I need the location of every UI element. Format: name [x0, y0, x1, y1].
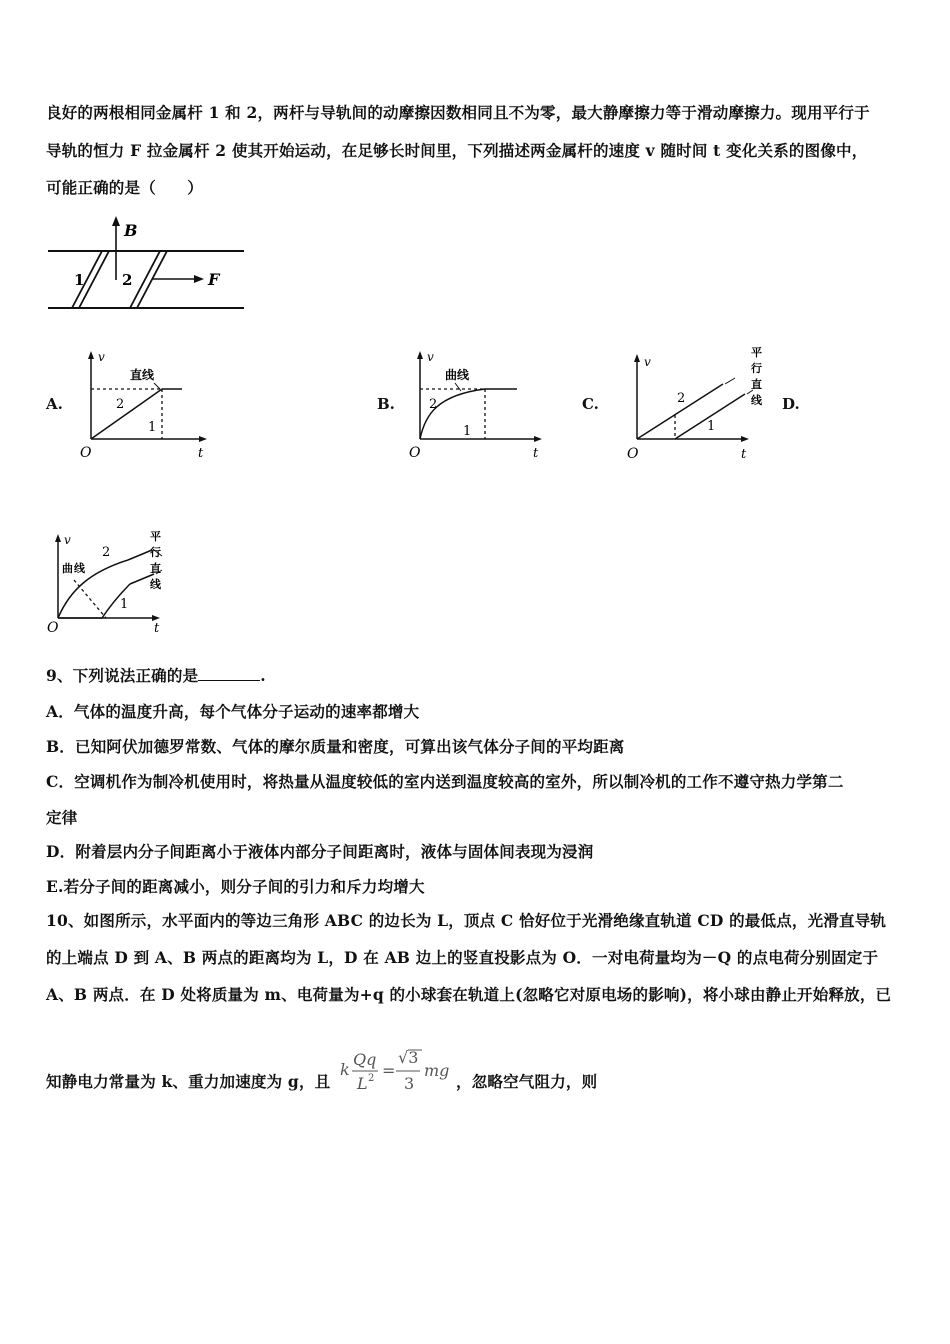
option-d-label: D. [782, 395, 800, 413]
force-f-label: F [208, 270, 220, 289]
formula-k: k [340, 1060, 350, 1079]
q9-stem-text: 9、下列说法正确的是 [46, 666, 199, 685]
formula-equals: = [382, 1061, 396, 1080]
graph-c-v-axis-label: v [644, 355, 651, 369]
q9-option-a: A．气体的温度升高，每个气体分子运动的速率都增大 [46, 702, 420, 721]
graph-a-line2-label: 2 [116, 397, 125, 412]
graph-c-t-axis-label: t [741, 447, 747, 460]
q10-line-4-end: ，忽略空气阻力，则 [456, 1072, 598, 1091]
q9-option-e: E.若分子间的距离减小，则分子间的引力和斥力均增大 [46, 877, 425, 896]
option-c-label: C. [582, 395, 599, 413]
answer-blank [198, 679, 260, 681]
graph-c [625, 342, 773, 460]
graph-d-curve1-label: 1 [120, 597, 129, 612]
q9-stem-end: . [260, 666, 266, 685]
rod-1-label: 1 [74, 271, 85, 289]
graph-d-note-char-4: 线 [150, 578, 161, 591]
graph-d-curve-note-char-2: 线 [74, 562, 85, 575]
graph-a-v-axis-label: v [98, 350, 105, 364]
graph-b-origin-label: O [409, 445, 421, 460]
q10-line-4-start: 知静电力常量为 k、重力加速度为 g，且 [46, 1072, 331, 1091]
formula-numerator: Qq [353, 1050, 377, 1069]
graph-b [405, 345, 545, 460]
graph-d-origin-label: O [47, 620, 59, 636]
graph-b-curve2-label: 2 [429, 397, 438, 412]
q9-option-c-line2: 定律 [46, 808, 78, 827]
graph-b-t-axis-label: t [533, 446, 539, 460]
q10-line-2: 的上端点 D 到 A、B 两点的距离均为 L，D 在 AB 边上的竖直投影点为 O．一对电荷量均为－Q 的点电荷分别固定于 [46, 948, 879, 967]
option-b-label: B. [377, 395, 395, 413]
graph-c-origin-label: O [627, 446, 639, 460]
rod-2-label: 2 [122, 271, 133, 289]
graph-c-line2-label: 2 [677, 391, 686, 406]
graph-a [76, 345, 211, 460]
q10-line-1: 10、如图所示，水平面内的等边三角形 ABC 的边长为 L，顶点 C 恰好位于光滑绝缘直轨道 CD 的最低点，光滑直导轨 [46, 911, 887, 930]
formula [336, 1042, 460, 1098]
formula-exponent: 2 [368, 1073, 375, 1084]
graph-d-note-char-3: 直 [150, 562, 161, 575]
graph-a-origin-label: O [80, 445, 92, 460]
graph-d [44, 528, 184, 636]
graph-d-note-char-2: 行 [150, 546, 161, 559]
graph-d-v-axis-label: v [64, 533, 71, 547]
graph-d-t-axis-label: t [154, 621, 160, 636]
graph-c-note-char-1: 平 [751, 346, 762, 359]
field-b-label: B [124, 221, 138, 240]
q9-option-c-line1: C．空调机作为制冷机使用时，将热量从温度较低的室内送到温度较高的室外，所以制冷机的工作不遵守热力学第二 [46, 772, 844, 791]
q8-line-2: 导轨的恒力 F 拉金属杆 2 使其开始运动，在足够长时间里，下列描述两金属杆的速度 v 随时间 t 变化关系的图像中， [46, 141, 868, 160]
q9-option-b: B．已知阿伏加德罗常数、气体的摩尔质量和密度，可算出该气体分子间的平均距离 [46, 737, 625, 756]
q9-stem [46, 664, 266, 686]
rails-figure [44, 208, 254, 318]
graph-b-v-axis-label: v [427, 350, 434, 364]
graph-c-note-char-3: 直 [751, 378, 762, 391]
graph-b-line1-label: 1 [463, 424, 472, 439]
q8-line-3: 可能正确的是（ ） [46, 178, 204, 197]
q8-line-1: 良好的两根相同金属杆 1 和 2，两杆与导轨间的动摩擦因数相同且不为零，最大静摩擦力等于滑动摩擦力。现用平行于 [46, 103, 870, 122]
graph-c-note-char-2: 行 [751, 362, 762, 375]
formula-sqrt3: √3 [398, 1048, 419, 1067]
option-a-label: A. [46, 395, 63, 413]
graph-c-note-char-4: 线 [751, 394, 762, 407]
graph-d-curve-note-char-1: 曲 [62, 562, 73, 575]
graph-a-t-axis-label: t [198, 446, 204, 460]
formula-denominator-3: 3 [404, 1074, 415, 1093]
graph-a-note: 直线 [130, 368, 155, 382]
formula-mg: mg [424, 1061, 450, 1080]
graph-c-line1-label: 1 [707, 419, 716, 434]
formula-denominator: L [357, 1074, 368, 1093]
graph-a-line1-label: 1 [148, 420, 157, 435]
graph-d-note-char-1: 平 [150, 530, 161, 543]
q9-option-d: D．附着层内分子间距离小于液体内部分子间距离时，液体与固体间表现为浸润 [46, 842, 594, 861]
graph-b-note: 曲线 [445, 368, 470, 382]
q10-line-3: A、B 两点．在 D 处将质量为 m、电荷量为+q 的小球套在轨道上(忽略它对原电场的影响)，将小球由静止开始释放，已 [46, 985, 892, 1004]
graph-d-curve2-label: 2 [102, 545, 111, 560]
